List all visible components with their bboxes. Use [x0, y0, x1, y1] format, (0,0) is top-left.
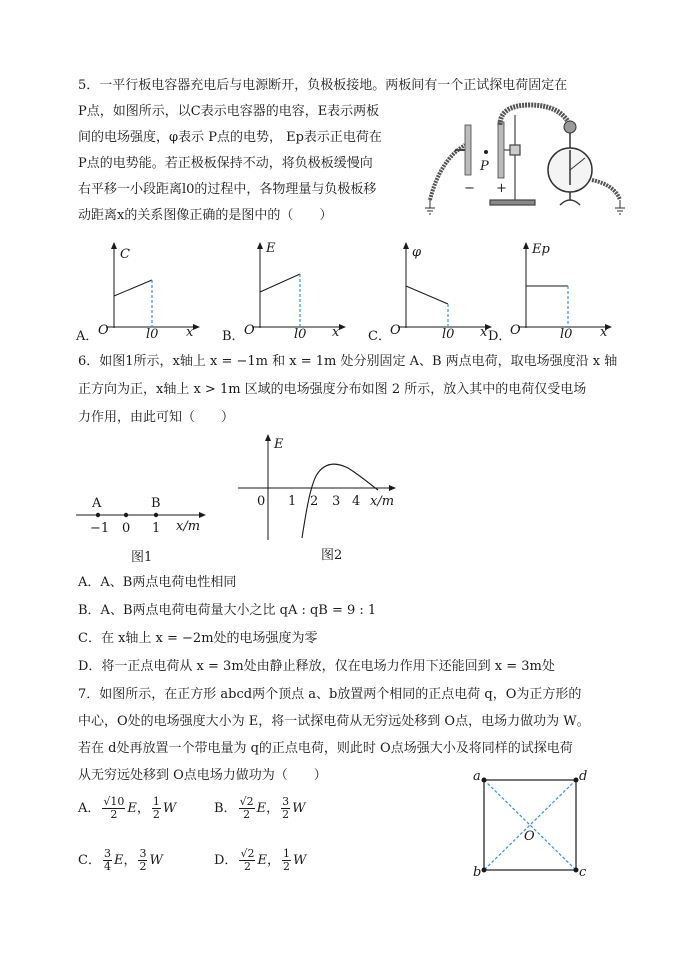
test-charge-dot — [484, 150, 488, 154]
charge-b-dot — [154, 513, 158, 517]
q5-a-letter: A． — [76, 329, 99, 344]
vertex-c-dot — [574, 868, 579, 873]
y-label-c: C — [120, 247, 130, 262]
x-unit-label: x/m — [176, 519, 201, 534]
square-abcd — [484, 780, 576, 870]
x-unit-label: x/m — [370, 494, 395, 509]
origin-label: O — [510, 323, 521, 338]
coiled-wire-top — [500, 105, 570, 125]
tick-0: 0 — [257, 494, 266, 509]
vertex-a-label: a — [473, 769, 481, 784]
q7-option-c: C． $\frac{3}{4}$ E， $\frac{3}{2}$ W — [78, 847, 163, 873]
q7-option-a: A． $\frac{√10}{2}$ E， $\frac{1}{2}$ W — [78, 795, 177, 821]
curve-falling — [406, 286, 448, 304]
q6-option-a: A．A、B两点电荷电性相同 — [78, 575, 237, 590]
q6-line-3: 力作用，由此可知（ ） — [78, 410, 235, 425]
q6-figure-2 — [236, 432, 406, 564]
fig2-caption: 图2 — [321, 548, 343, 563]
vertex-d-label: d — [579, 769, 588, 784]
tick-3: 3 — [332, 494, 341, 509]
x-label: x — [600, 325, 608, 340]
vertex-c-label: c — [579, 865, 587, 880]
q6-line-1: 6．如图1所示，x轴上 x = −1m 和 x = 1m 处分别固定 A、B 两点电荷，取电场强度沿 x 轴 — [78, 354, 618, 369]
q6-option-b: B．A、B两点电荷电荷量大小之比 qA : qB = 9 : 1 — [78, 603, 377, 618]
l0-label: l0 — [560, 327, 573, 342]
q5-graph-d — [488, 240, 618, 344]
capacitor-electroscope-figure — [420, 100, 630, 220]
plus-label: + — [496, 181, 507, 196]
q5-line-1: 5．一平行板电容器充电后与电源断开，负极板接地。两板间有一个正试探电荷固定在 — [78, 78, 568, 93]
origin-label: O — [98, 323, 109, 338]
curve-rising — [114, 280, 152, 296]
q5-b-letter: B． — [222, 329, 245, 344]
q5-c-letter: C． — [368, 329, 391, 344]
q7-line-4: 从无穷远处移到 O点电场力做功为（ ） — [78, 768, 327, 783]
vertex-a-dot — [482, 778, 487, 783]
point-p-label: P — [480, 159, 489, 174]
q7-option-d: D． $\frac{√2}{2}$ E， $\frac{1}{2}$ W — [214, 847, 307, 873]
q5-line-2: P点，如图所示，以C表示电容器的电容，E表示两板 — [78, 104, 380, 119]
x-label: x — [332, 325, 340, 340]
charge-a-dot — [96, 513, 100, 517]
origin-dot — [124, 513, 128, 517]
origin-label: O — [244, 323, 255, 338]
q5-line-6: 动距离x的关系图像正确的是图中的（ ） — [78, 208, 333, 223]
q5-graph-b — [222, 240, 352, 344]
x-label: x — [480, 325, 488, 340]
tick-2: 2 — [310, 494, 319, 509]
l0-label: l0 — [442, 327, 455, 342]
diagonal-ac — [484, 780, 576, 870]
tick-1: 1 — [152, 521, 161, 536]
q7-square-figure — [470, 768, 590, 880]
y-label-ep: Ep — [532, 242, 550, 257]
q5-line-4: P点的电势能。若正极板保持不动，将负极板缓慢向 — [78, 156, 373, 171]
q6-option-d: D．将一正点电荷从 x = 3m处由静止释放，仅在电场力作用下还能回到 x = 3m处 — [78, 659, 555, 674]
tick-0: 0 — [122, 521, 131, 536]
q5-graph-a — [76, 240, 206, 344]
electroscope-knob — [564, 121, 576, 133]
coiled-wire-left — [430, 145, 465, 200]
negative-plate — [465, 125, 471, 175]
q7-option-b: B． $\frac{√2}{2}$ E， $\frac{3}{2}$ W — [214, 795, 306, 821]
coiled-wire-right — [592, 180, 620, 200]
origin-label: O — [390, 323, 401, 338]
y-label-e: E — [266, 241, 276, 256]
q6-option-c: C．在 x轴上 x = −2m处的电场强度为零 — [78, 631, 318, 646]
y-label-e: E — [274, 437, 284, 452]
vertex-d-dot — [574, 778, 579, 783]
charge-b-label: B — [151, 496, 161, 511]
tick-1: 1 — [288, 494, 297, 509]
q7-line-3: 若在 d处再放置一个带电量为 q的正点电荷，则此时 O点场强大小及将同样的试探电荷 — [78, 741, 573, 756]
q5-d-letter: D． — [488, 329, 512, 344]
vertex-b-label: b — [473, 865, 482, 880]
y-label-phi: φ — [412, 245, 422, 260]
q6-figure-1 — [76, 495, 216, 570]
diagonal-bd — [484, 780, 576, 870]
q5-graph-c — [368, 240, 498, 344]
fig1-caption: 图1 — [131, 550, 153, 565]
l0-label: l0 — [294, 327, 307, 342]
positive-plate — [498, 122, 504, 178]
vertex-b-dot — [482, 868, 487, 873]
q5-line-3: 间的电场强度，φ表示 P点的电势， Ep表示正电荷在 — [78, 130, 382, 145]
x-label: x — [186, 325, 194, 340]
q7-line-1: 7．如图所示，在正方形 abcd两个顶点 a、b放置两个相同的正点电荷 q，O为正方形的 — [78, 687, 582, 702]
q7-line-2: 中心，O处的电场强度大小为 E，将一试探电荷从无穷远处移到 O点，电场力做功为 W。 — [78, 714, 590, 729]
q5-line-5: 右平移一小段距离l0的过程中，各物理量与负极板移 — [78, 182, 377, 197]
l0-label: l0 — [146, 327, 159, 342]
q6-line-2: 正方向为正，x轴上 x > 1m 区域的电场强度分布如图 2 所示，放入其中的电荷仅受电场 — [78, 382, 587, 397]
minus-label: − — [464, 181, 475, 196]
curve-rising — [260, 274, 300, 292]
charge-a-label: A — [92, 496, 102, 511]
tick-4: 4 — [352, 494, 361, 509]
center-o-label: O — [524, 829, 535, 844]
tick-neg1: −1 — [90, 521, 110, 536]
